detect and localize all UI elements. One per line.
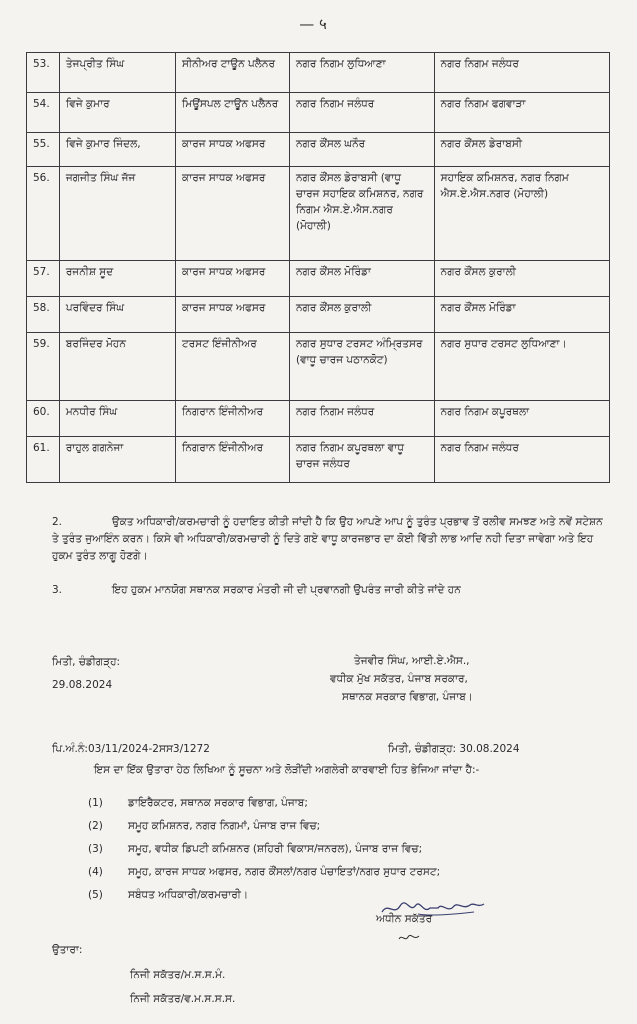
signatory-title: ਵਧੀਕ ਮੁੱਖ ਸਕੱਤਰ, ਪੰਜਾਬ ਸਰਕਾਰ, [330, 673, 468, 685]
cell-sr: 58. [27, 297, 60, 333]
cell-name: ਜਗਜੀਤ ਸਿੰਘ ਜੱਜ [59, 167, 175, 261]
cell-post: ਟਰਸਟ ਇੰਜੀਨੀਅਰ [176, 333, 290, 401]
cell-name: ਪਰਵਿੰਦਰ ਸਿੰਘ [59, 297, 175, 333]
cell-name: ਰਾਹੁਲ ਗਗਨੇਜਾ [59, 437, 175, 483]
list-item [88, 838, 440, 861]
list-item [88, 792, 440, 815]
cell-name: ਮਨਧੀਰ ਸਿੰਘ [59, 401, 175, 437]
cell-to: ਨਗਰ ਕੌਂਸਲ ਕੁਰਾਲੀ [434, 261, 609, 297]
cell-sr: 61. [27, 437, 60, 483]
transfer-table [26, 52, 610, 483]
paragraph-3-number: 3. [52, 584, 63, 596]
cell-sr: 57. [27, 261, 60, 297]
cell-post: ਕਾਰਜ ਸਾਧਕ ਅਫਸਰ [176, 261, 290, 297]
cell-to: ਨਗਰ ਨਿਗਮ ਕਪੂਰਥਲਾ [434, 401, 609, 437]
cell-from: ਨਗਰ ਸੁਧਾਰ ਟਰਸਟ ਅੰਮ੍ਰਿਤਸਰ (ਵਾਧੂ ਚਾਰਜ ਪਠਾਨਕੋਟ) [290, 333, 435, 401]
list-item-number: (1) [88, 797, 103, 809]
table-row [27, 401, 610, 437]
paragraph-2 [52, 514, 612, 565]
page-number: — ५ [299, 15, 327, 33]
cell-sr: 55. [27, 133, 60, 167]
cell-post: ਨਿਗਰਾਨ ਇੰਜੀਨੀਅਰ [176, 401, 290, 437]
cell-to: ਨਗਰ ਨਿਗਮ ਜਲੰਧਰ [434, 53, 609, 93]
initials-scribble-icon [398, 933, 420, 943]
list-item-number: (2) [88, 820, 103, 832]
cell-to: ਨਗਰ ਕੌਂਸਲ ਮੋਰਿੰਡਾ [434, 297, 609, 333]
list-item [88, 861, 440, 884]
table-row [27, 167, 610, 261]
list-item [88, 815, 440, 838]
cell-post: ਮਿਊਂਸਪਲ ਟਾਊਨ ਪਲੈਨਰ [176, 93, 290, 133]
table-row [27, 333, 610, 401]
cell-name: ਬਰਜਿੰਦਰ ਮੋਹਨ [59, 333, 175, 401]
copy-intro: ਇਸ ਦਾ ਇੱਕ ਉਤਾਰਾ ਹੇਠ ਲਿਖਿਆ ਨੂੰ ਸੂਚਨਾ ਅਤੇ ਲੋੜੀਂਦੀ ਅਗਲੇਰੀ ਕਾਰਵਾਈ ਹਿਤ ਭੇਜਿਆ ਜਾਂਦਾ ਹੈ:- [94, 764, 480, 776]
signatory-name: ਤੇਜਵੀਰ ਸਿੰਘ, ਆਈ.ਏ.ਐਸ., [354, 655, 470, 667]
table-row [27, 53, 610, 93]
cell-from: ਨਗਰ ਕੌਂਸਲ ਘਨੌਰ [290, 133, 435, 167]
cell-to: ਨਗਰ ਕੌਂਸਲ ਡੇਰਾਬਸੀ [434, 133, 609, 167]
cell-post: ਨਿਗਰਾਨ ਇੰਜੀਨੀਅਰ [176, 437, 290, 483]
table-row [27, 261, 610, 297]
copy-list [88, 792, 440, 907]
table-row [27, 93, 610, 133]
under-secretary-label: ਅਧੀਨ ਸਕੱਤਰ [376, 913, 433, 925]
cell-sr: 54. [27, 93, 60, 133]
cell-name: ਵਿਜੇ ਕੁਮਾਰ ਜਿੰਦਲ, [59, 133, 175, 167]
cell-post: ਕਾਰਜ ਸਾਧਕ ਅਫਸਰ [176, 133, 290, 167]
order-date: 29.08.2024 [52, 679, 113, 691]
list-item-text: ਸਮੂਹ ਕਮਿਸ਼ਨਰ, ਨਗਰ ਨਿਗਮਾਂ, ਪੰਜਾਬ ਰਾਜ ਵਿਚ; [128, 820, 321, 832]
date-place: ਮਿਤੀ, ਚੰਡੀਗੜ੍ਹ: [52, 656, 121, 668]
initials-mark [398, 933, 420, 946]
cell-name: ਰਜਨੀਸ਼ ਸੂਦ [59, 261, 175, 297]
list-item-text: ਸਮੂਹ, ਵਧੀਕ ਡਿਪਟੀ ਕਮਿਸ਼ਨਰ (ਸ਼ਹਿਰੀ ਵਿਕਾਸ/ਜਨਰਲ), ਪੰਜਾਬ ਰਾਜ ਵਿਚ; [128, 843, 423, 855]
cell-post: ਕਾਰਜ ਸਾਧਕ ਅਫਸਰ [176, 297, 290, 333]
paragraph-2-text: ਉਕਤ ਅਧਿਕਾਰੀ/ਕਰਮਚਾਰੀ ਨੂੰ ਹਦਾਇਤ ਕੀਤੀ ਜਾਂਦੀ ਹੈ ਕਿ ਉਹ ਆਪਣੇ ਆਪ ਨੂੰ ਤੁਰੰਤ ਪ੍ਰਭਾਵ ਤੋਂ ਰਲੀਵ ਸਮਝਣ ਅਤੇ ਨਵੇਂ ਸਟੇਸ਼ਨ ਤੇ ਤੁਰੰਤ ਜੁਆਇੰਨ ਕਰਨ। ਕਿਸੇ ਵੀ ਅਧਿਕਾਰੀ/ਕਰਮਚਾਰੀ ਨੂੰ ਦਿਤੇ ਗਏ ਵਾਧੂ ਕਾਰਜਭਾਰ ਦਾ ਕੋਈ ਵਿੱਤੀ ਲਾਭ ਆਦਿ ਨਹੀ ਦਿਤਾ ਜਾਵੇਗਾ ਅਤੇ ਇਹ ਹੁਕਮ ਤੁਰੰਤ ਲਾਗੂ ਹੋਣਗੇ। [52, 516, 603, 562]
signatory-block [300, 652, 473, 706]
endorsement-number: ਪਿ.ਅੰ.ਨੰ:03/11/2024-2ਸਸ3/1272 [52, 743, 210, 755]
paragraph-3-text: ਇਹ ਹੁਕਮ ਮਾਨਯੋਗ ਸਥਾਨਕ ਸਰਕਾਰ ਮੰਤਰੀ ਜੀ ਦੀ ਪ੍ਰਵਾਨਗੀ ਉਪਰੰਤ ਜਾਰੀ ਕੀਤੇ ਜਾਂਦੇ ਹਨ [112, 584, 461, 596]
cc-line-2: ਨਿਜੀ ਸਕੱਤਰ/ਵ.ਮ.ਸ.ਸ.ਸ. [130, 993, 236, 1005]
cell-sr: 60. [27, 401, 60, 437]
cell-name: ਵਿਜੇ ਕੁਮਾਰ [59, 93, 175, 133]
paragraph-3 [52, 582, 612, 599]
list-item-number: (3) [88, 843, 103, 855]
table-row [27, 133, 610, 167]
cell-to: ਨਗਰ ਸੁਧਾਰ ਟਰਸਟ ਲੁਧਿਆਣਾ। [434, 333, 609, 401]
paragraph-2-number: 2. [52, 516, 63, 528]
cell-from: ਨਗਰ ਨਿਗਮ ਕਪੂਰਥਲਾ ਵਾਧੂ ਚਾਰਜ ਜਲੰਧਰ [290, 437, 435, 483]
signatory-department: ਸਥਾਨਕ ਸਰਕਾਰ ਵਿਭਾਗ, ਪੰਜਾਬ। [342, 691, 473, 703]
cell-post: ਸੀਨੀਅਰ ਟਾਊਨ ਪਲੈਨਰ [176, 53, 290, 93]
cell-sr: 56. [27, 167, 60, 261]
cell-to: ਸਹਾਇਕ ਕਮਿਸ਼ਨਰ, ਨਗਰ ਨਿਗਮ ਐਸ.ਏ.ਐਸ.ਨਗਰ (ਮੋਹਾਲੀ) [434, 167, 609, 261]
cell-to: ਨਗਰ ਨਿਗਮ ਜਲੰਧਰ [434, 437, 609, 483]
list-item-number: (5) [88, 889, 103, 901]
table-row [27, 297, 610, 333]
cc-line-1: ਨਿਜੀ ਸਕੱਤਰ/ਮ.ਸ.ਸ.ਮੰ. [130, 969, 226, 981]
cell-sr: 53. [27, 53, 60, 93]
endorsement-date: ਮਿਤੀ, ਚੰਡੀਗੜ੍ਹ: 30.08.2024 [388, 743, 520, 755]
cell-from: ਨਗਰ ਨਿਗਮ ਲੁਧਿਆਣਾ [290, 53, 435, 93]
cell-from: ਨਗਰ ਕੌਂਸਲ ਡੇਰਾਬਸੀ (ਵਾਧੂ ਚਾਰਜ ਸਹਾਇਕ ਕਮਿਸ਼ਨਰ, ਨਗਰ ਨਿਗਮ ਐਸ.ਏ.ਐਸ.ਨਗਰ (ਮੋਹਾਲੀ) [290, 167, 435, 261]
transfer-table-body [27, 53, 610, 483]
cell-from: ਨਗਰ ਨਿਗਮ ਜਲੰਧਰ [290, 93, 435, 133]
cell-from: ਨਗਰ ਨਿਗਮ ਜਲੰਧਰ [290, 401, 435, 437]
list-item-text: ਸਬੰਧਤ ਅਧਿਕਾਰੀ/ਕਰਮਚਾਰੀ। [128, 889, 249, 901]
cell-from: ਨਗਰ ਕੌਂਸਲ ਮੋਰਿੰਡਾ [290, 261, 435, 297]
cell-sr: 59. [27, 333, 60, 401]
cell-from: ਨਗਰ ਕੌਂਸਲ ਕੁਰਾਲੀ [290, 297, 435, 333]
list-item-text: ਸਮੂਹ, ਕਾਰਜ ਸਾਧਕ ਅਫਸਰ, ਨਗਰ ਕੌਂਸਲਾਂ/ਨਗਰ ਪੰਚਾਇਤਾਂ/ਨਗਰ ਸੁਧਾਰ ਟਰਸਟ; [128, 866, 441, 878]
list-item-text: ਡਾਇਰੈਕਟਰ, ਸਥਾਨਕ ਸਰਕਾਰ ਵਿਭਾਗ, ਪੰਜਾਬ; [128, 797, 308, 809]
cell-post: ਕਾਰਜ ਸਾਧਕ ਅਫਸਰ [176, 167, 290, 261]
list-item-number: (4) [88, 866, 103, 878]
copy-to-label: ਉਤਾਰਾ: [52, 944, 83, 956]
table-row [27, 437, 610, 483]
cell-name: ਤੇਜਪ੍ਰੀਤ ਸਿੰਘ [59, 53, 175, 93]
cell-to: ਨਗਰ ਨਿਗਮ ਫਗਵਾੜਾ [434, 93, 609, 133]
